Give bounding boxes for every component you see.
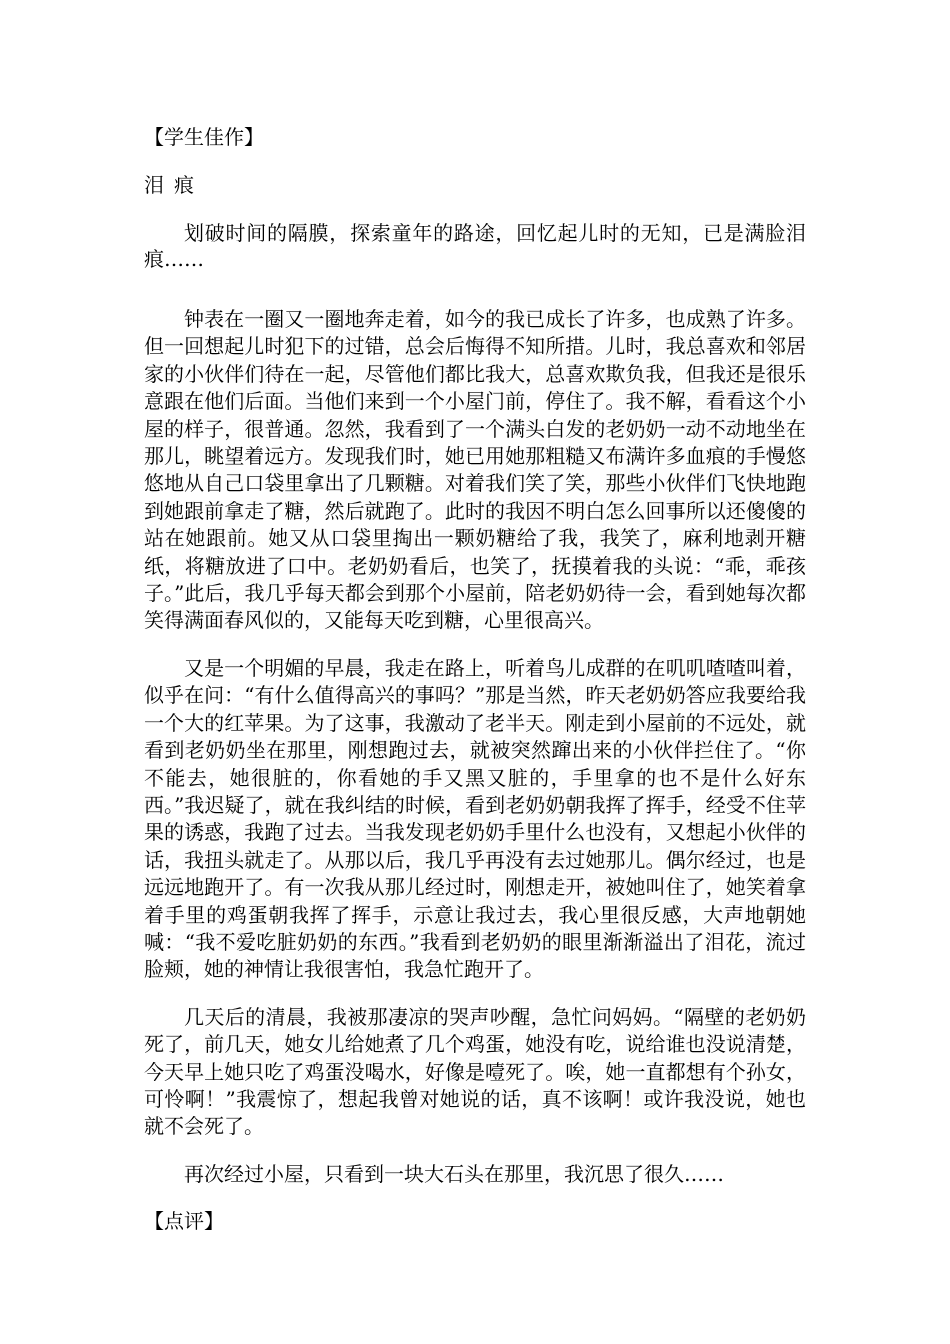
paragraph-4: 几天后的清晨，我被那凄凉的哭声吵醒，急忙问妈妈。“隔壁的老奶奶死了，前几天，她女儿给她煮了几个鸡蛋，她没有吃，说给谁也没说清楚，今天早上她只吃了鸡蛋没喝水，好像是噎死了。唉，她一直都想有个孙女，可怜啊！”我震惊了，想起我曾对她说的话，真不该啊！或许我没说，她也就不会死了。 <box>144 1004 806 1139</box>
comment-heading: 【点评】 <box>144 1209 224 1234</box>
document-page <box>144 124 806 1234</box>
essay-title: 泪痕 <box>144 173 204 197</box>
paragraph-2: 钟表在一圈又一圈地奔走着，如今的我已成长了许多，也成熟了许多。但一回想起儿时犯下的过错，总会后悔得不知所措。儿时，我总喜欢和邻居家的小伙伴们待在一起，尽管他们都比我大，总喜欢欺负我，但我还是很乐意跟在他们后面。当他们来到一个小屋门前，停住了。我不解，看看这个小屋的样子，很普通。忽然，我看到了一个满头白发的老奶奶一动不动地坐在那儿，眺望着远方。发现我们时，她已用她那粗糙又布满许多血痕的手慢悠悠地从自己口袋里拿出了几颗糖。对着我们笑了笑，那些小伙伴们飞快地跑到她跟前拿走了糖，然后就跑了。此时的我因不明白怎么回事所以还傻傻的站在她跟前。她又从口袋里掏出一颗奶糖给了我，我笑了，麻利地剥开糖纸，将糖放进了口中。老奶奶看后，也笑了，抚摸着我的头说：“乖，乖孩子。”此后，我几乎每天都会到那个小屋前，陪老奶奶待一会，看到她每次都笑得满面春风似的，又能每天吃到糖，心里很高兴。 <box>144 307 806 633</box>
section-heading: 【学生佳作】 <box>144 125 264 149</box>
paragraph-3: 又是一个明媚的早晨，我走在路上，听着鸟儿成群的在叽叽喳喳叫着，似乎在问：“有什么值得高兴的事吗？”那是当然，昨天老奶奶答应我要给我一个大的红苹果。为了这事，我激动了老半天。刚走到小屋前的不远处，就看到老奶奶坐在那里，刚想跑过去，就被突然蹿出来的小伙伴拦住了。“你不能去，她很脏的，你看她的手又黑又脏的，手里拿的也不是什么好东西。”我迟疑了，就在我纠结的时候，看到老奶奶朝我挥了挥手，经受不住苹果的诱惑，我跑了过去。当我发现老奶奶手里什么也没有，又想起小伙伴的话，我扭头就走了。从那以后，我几乎再没有去过她那儿。偶尔经过，也是远远地跑开了。有一次我从那儿经过时，刚想走开，被她叫住了，她笑着拿着手里的鸡蛋朝我挥了挥手，示意让我过去，我心里很反感，大声地朝她喊：“我不爱吃脏奶奶的东西。”我看到老奶奶的眼里渐渐溢出了泪花，流过脸颊，她的神情让我很害怕，我急忙跑开了。 <box>144 655 806 982</box>
paragraph-5: 再次经过小屋，只看到一块大石头在那里，我沉思了很久…… <box>184 1161 724 1186</box>
paragraph-intro: 划破时间的隔膜，探索童年的路途，回忆起儿时的无知，已是满脸泪痕…… <box>144 221 806 271</box>
